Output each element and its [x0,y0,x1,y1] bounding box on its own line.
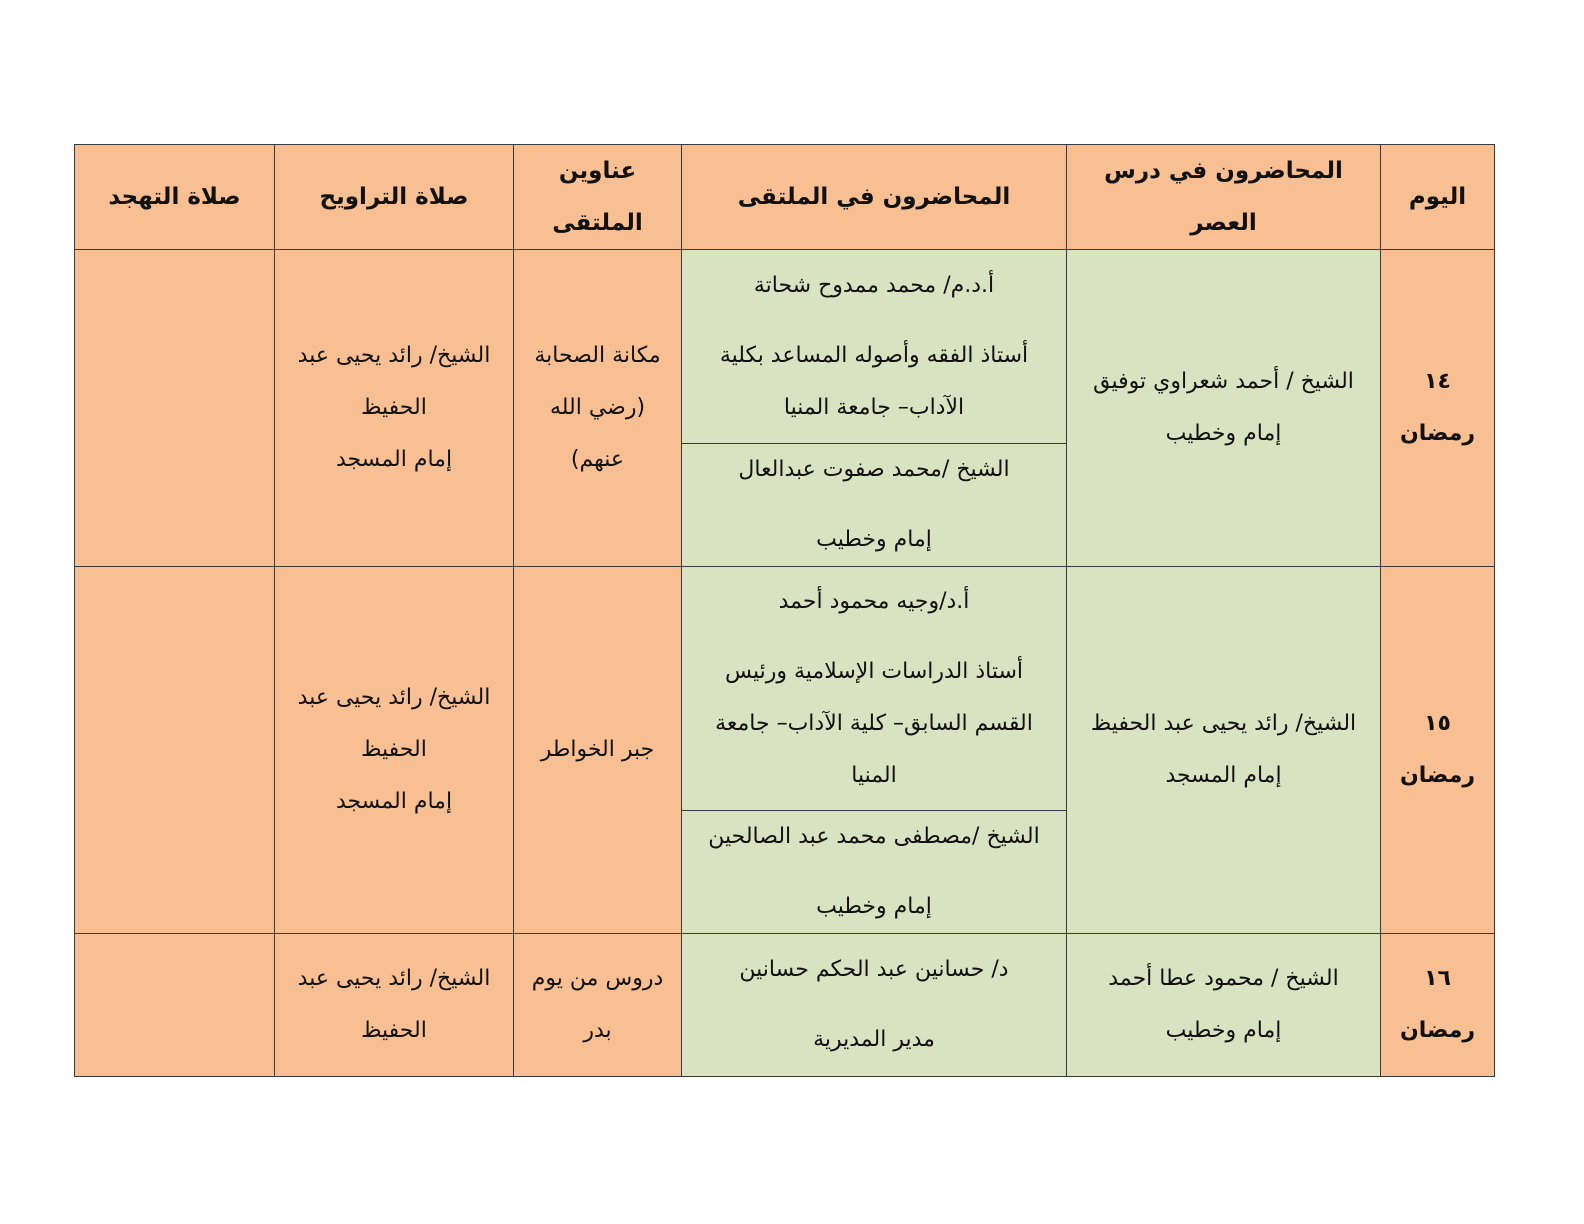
forum-speaker-role: القسم السابق– كلية الآداب– جامعة [715,710,1033,736]
forum-speaker-role: إمام وخطيب [816,894,932,919]
taraweeh-line: إمام المسجد [335,789,453,814]
forum-speaker-cell [682,567,1067,811]
taraweeh-line: إمام المسجد [335,447,453,472]
day-month: رمضان [1399,763,1475,788]
forum-speaker-name: الشيخ /محمد صفوت عبدالعال [738,457,1010,482]
day-number: ١٤ [1424,369,1451,394]
taraweeh-line: الشيخ/ رائد يحيى عبد [297,685,491,710]
forum-speaker-cell [682,811,1067,934]
forum-speaker-role: المنيا [851,762,897,788]
tahajjud-cell [75,250,275,567]
forum-title-line: مكانة الصحابة [534,343,661,368]
forum-speaker-name: الشيخ /مصطفى محمد عبد الصالحين [708,824,1040,849]
taraweeh-cell [275,934,514,1077]
forum-title-line: (رضي الله [549,395,646,420]
taraweeh-cell [275,567,514,934]
asr-speaker-name: الشيخ / محمود عطا أحمد [1108,966,1339,991]
tahajjud-cell [75,567,275,934]
forum-speaker-name: أ.د/وجيه محمود أحمد [778,588,970,614]
forum-title-cell [514,567,682,934]
day-month: رمضان [1399,421,1475,446]
header-row [75,145,1495,250]
header-tahajjud: صلاة التهجد [75,145,275,250]
asr-speaker-role: إمام وخطيب [1165,1018,1282,1043]
header-forum-speakers: المحاضرون في الملتقى [682,145,1067,250]
asr-speaker-role: إمام المسجد [1165,763,1282,788]
forum-speaker-name: د/ حسانين عبد الحكم حسانين [739,957,1009,982]
taraweeh-line: الشيخ/ رائد يحيى عبد [297,966,491,991]
asr-speaker-cell [1067,250,1381,567]
forum-title-line: عنهم) [570,447,625,472]
forum-title-line: جبر الخواطر [540,737,655,762]
taraweeh-line: الحفيظ [361,1018,427,1043]
asr-speaker-name: الشيخ/ رائد يحيى عبد الحفيظ [1090,711,1357,736]
asr-speaker-role: إمام وخطيب [1165,421,1282,446]
taraweeh-cell [275,250,514,567]
forum-speaker-role: أستاذ الفقه وأصوله المساعد بكلية [719,342,1029,368]
forum-speaker-role: الآداب– جامعة المنيا [783,394,965,420]
tahajjud-cell [75,934,275,1077]
header-forum-titles: عناوين الملتقى [514,145,682,250]
header-taraweeh: صلاة التراويح [275,145,514,250]
forum-title-line: بدر [583,1018,612,1043]
day-number: ١٥ [1424,711,1451,736]
forum-speaker-role: إمام وخطيب [816,527,932,552]
forum-speaker-role: مدير المديرية [813,1027,935,1052]
table-row [75,934,1495,1077]
ramadan-schedule-table [74,144,1495,1077]
forum-title-cell [514,934,682,1077]
forum-speaker-cell [682,250,1067,444]
forum-speaker-cell [682,444,1067,567]
forum-title-line: دروس من يوم [531,966,664,991]
table-row [75,567,1495,811]
taraweeh-line: الحفيظ [361,737,427,762]
forum-speaker-name: أ.د.م/ محمد ممدوح شحاتة [753,272,995,298]
taraweeh-line: الحفيظ [361,395,427,420]
header-asr-speakers: المحاضرون في درس العصر [1067,145,1381,250]
forum-speaker-role: أستاذ الدراسات الإسلامية ورئيس [724,658,1024,684]
taraweeh-line: الشيخ/ رائد يحيى عبد [297,343,491,368]
day-cell [1381,567,1495,934]
asr-speaker-cell [1067,567,1381,934]
asr-speaker-name: الشيخ / أحمد شعراوي توفيق [1093,369,1354,394]
day-cell [1381,250,1495,567]
forum-speaker-cell [682,934,1067,1077]
forum-title-cell [514,250,682,567]
day-month: رمضان [1399,1018,1475,1043]
asr-speaker-cell [1067,934,1381,1077]
table-row [75,250,1495,444]
day-number: ١٦ [1424,966,1451,991]
day-cell [1381,934,1495,1077]
header-day: اليوم [1381,145,1495,250]
